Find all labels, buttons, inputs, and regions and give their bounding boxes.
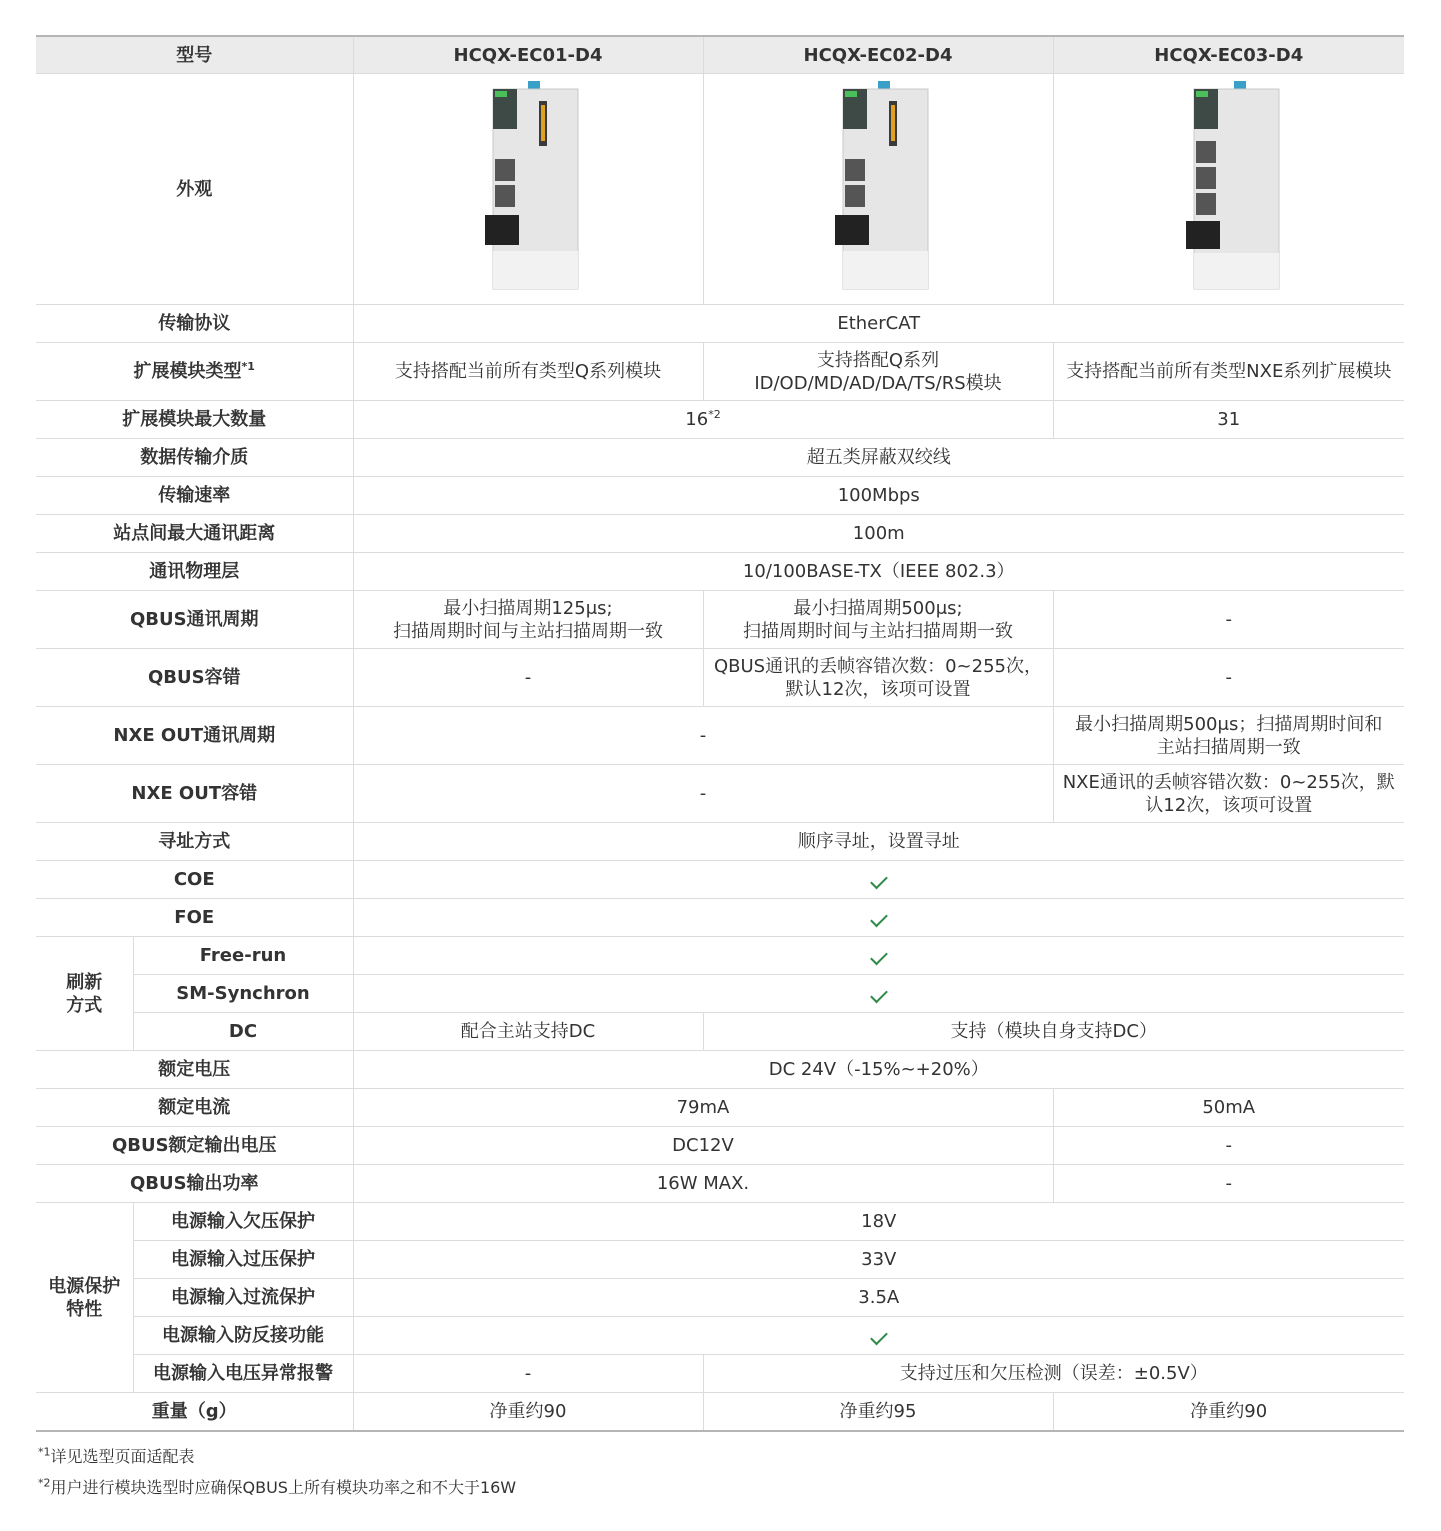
ext-max-label: 扩展模块最大数量 bbox=[36, 401, 353, 439]
rated-voltage-label: 额定电压 bbox=[36, 1051, 353, 1089]
foe-value bbox=[353, 899, 1404, 937]
free-run-row bbox=[36, 937, 1404, 975]
reverse-label: 电源输入防反接功能 bbox=[133, 1317, 353, 1355]
ext-type-v3: 支持搭配当前所有类型NXE系列扩展模块 bbox=[1053, 343, 1404, 401]
protocol-label: 传输协议 bbox=[36, 305, 353, 343]
nxe-tol-v3: NXE通讯的丢帧容错次数：0~255次，默 认12次，该项可设置 bbox=[1053, 765, 1404, 823]
distance-row bbox=[36, 515, 1404, 553]
phy-value: 10/100BASE-TX（IEEE 802.3） bbox=[353, 553, 1404, 591]
model-ec02: HCQX-EC02-D4 bbox=[703, 36, 1053, 74]
header-row bbox=[36, 36, 1404, 74]
addressing-label: 寻址方式 bbox=[36, 823, 353, 861]
check-icon bbox=[870, 872, 888, 890]
footnotes bbox=[38, 1441, 516, 1503]
nxe-cycle-label: NXE OUT通讯周期 bbox=[36, 707, 353, 765]
refresh-group-label: 刷新 方式 bbox=[36, 937, 133, 1051]
footnote-1: $^{*1}$详见选型页面适配表 bbox=[38, 1445, 195, 1466]
uv-row bbox=[36, 1203, 1404, 1241]
qbus-tol-label: QBUS容错 bbox=[36, 649, 353, 707]
check-icon bbox=[870, 986, 888, 1004]
product-image-ec02 bbox=[703, 74, 1053, 305]
rated-current-v12: 79mA bbox=[353, 1089, 1053, 1127]
protection-group-label: 电源保护 特性 bbox=[36, 1203, 133, 1393]
oc-value: 3.5A bbox=[353, 1279, 1404, 1317]
model-label: 型号 bbox=[36, 36, 353, 74]
weight-row bbox=[36, 1393, 1404, 1431]
speed-value: 100Mbps bbox=[353, 477, 1404, 515]
protocol-value: EtherCAT bbox=[353, 305, 1404, 343]
oc-label: 电源输入过流保护 bbox=[133, 1279, 353, 1317]
qbus-cycle-row bbox=[36, 591, 1404, 649]
coe-row bbox=[36, 861, 1404, 899]
foe-row bbox=[36, 899, 1404, 937]
footnote-2: $^{*2}$用户进行模块选型时应确保QBUS上所有模块功率之和不大于16W bbox=[38, 1476, 517, 1497]
sm-sync-value bbox=[353, 975, 1404, 1013]
coe-label: COE bbox=[36, 861, 353, 899]
uv-value: 18V bbox=[353, 1203, 1404, 1241]
qbus-tol-v1: - bbox=[353, 649, 703, 707]
qbus-power-label: QBUS输出功率 bbox=[36, 1165, 353, 1203]
check-icon bbox=[870, 910, 888, 928]
weight-v2: 净重约95 bbox=[703, 1393, 1053, 1431]
nxe-cycle-v3: 最小扫描周期500μs；扫描周期时间和 主站扫描周期一致 bbox=[1053, 707, 1404, 765]
ov-value: 33V bbox=[353, 1241, 1404, 1279]
spec-table bbox=[36, 35, 1404, 1432]
phy-row bbox=[36, 553, 1404, 591]
uv-label: 电源输入欠压保护 bbox=[133, 1203, 353, 1241]
alarm-label: 电源输入电压异常报警 bbox=[133, 1355, 353, 1393]
qbus-tol-row bbox=[36, 649, 1404, 707]
nxe-cycle-v12: - bbox=[353, 707, 1053, 765]
addressing-value: 顺序寻址，设置寻址 bbox=[353, 823, 1404, 861]
qbus-vout-row bbox=[36, 1127, 1404, 1165]
ext-type-row bbox=[36, 343, 1404, 401]
qbus-power-row bbox=[36, 1165, 1404, 1203]
medium-label: 数据传输介质 bbox=[36, 439, 353, 477]
ext-max-v3: 31 bbox=[1053, 401, 1404, 439]
qbus-vout-label: QBUS额定输出电压 bbox=[36, 1127, 353, 1165]
qbus-vout-v3: - bbox=[1053, 1127, 1404, 1165]
dc-v23: 支持（模块自身支持DC） bbox=[703, 1013, 1404, 1051]
qbus-power-v12: 16W MAX. bbox=[353, 1165, 1053, 1203]
dc-row bbox=[36, 1013, 1404, 1051]
appearance-label: 外观 bbox=[36, 74, 353, 305]
ext-max-row bbox=[36, 401, 1404, 439]
qbus-vout-v12: DC12V bbox=[353, 1127, 1053, 1165]
weight-label: 重量（g） bbox=[36, 1393, 353, 1431]
nxe-tol-row bbox=[36, 765, 1404, 823]
dc-v1: 配合主站支持DC bbox=[353, 1013, 703, 1051]
rated-current-row bbox=[36, 1089, 1404, 1127]
product-image-ec03 bbox=[1053, 74, 1404, 305]
rated-voltage-row bbox=[36, 1051, 1404, 1089]
ext-type-v2: 支持搭配Q系列 ID/OD/MD/AD/DA/TS/RS模块 bbox=[703, 343, 1053, 401]
check-icon bbox=[870, 948, 888, 966]
module-image-1 bbox=[473, 81, 583, 291]
sm-sync-label: SM-Synchron bbox=[133, 975, 353, 1013]
protocol-row bbox=[36, 305, 1404, 343]
medium-value: 超五类屏蔽双绞线 bbox=[353, 439, 1404, 477]
dc-label: DC bbox=[133, 1013, 353, 1051]
product-image-ec01 bbox=[353, 74, 703, 305]
free-run-value bbox=[353, 937, 1404, 975]
qbus-tol-v3: - bbox=[1053, 649, 1404, 707]
rated-current-label: 额定电流 bbox=[36, 1089, 353, 1127]
reverse-row bbox=[36, 1317, 1404, 1355]
qbus-power-v3: - bbox=[1053, 1165, 1404, 1203]
rated-current-v3: 50mA bbox=[1053, 1089, 1404, 1127]
medium-row bbox=[36, 439, 1404, 477]
alarm-row bbox=[36, 1355, 1404, 1393]
qbus-cycle-v2: 最小扫描周期500μs; 扫描周期时间与主站扫描周期一致 bbox=[703, 591, 1053, 649]
nxe-tol-v12: - bbox=[353, 765, 1053, 823]
oc-row bbox=[36, 1279, 1404, 1317]
nxe-cycle-row bbox=[36, 707, 1404, 765]
appearance-row bbox=[36, 74, 1404, 305]
coe-value bbox=[353, 861, 1404, 899]
addressing-row bbox=[36, 823, 1404, 861]
ov-row bbox=[36, 1241, 1404, 1279]
sm-sync-row bbox=[36, 975, 1404, 1013]
speed-row bbox=[36, 477, 1404, 515]
qbus-cycle-v1: 最小扫描周期125μs; 扫描周期时间与主站扫描周期一致 bbox=[353, 591, 703, 649]
alarm-v23: 支持过压和欠压检测（误差：±0.5V） bbox=[703, 1355, 1404, 1393]
weight-v1: 净重约90 bbox=[353, 1393, 703, 1431]
distance-label: 站点间最大通讯距离 bbox=[36, 515, 353, 553]
weight-v3: 净重约90 bbox=[1053, 1393, 1404, 1431]
module-image-2 bbox=[823, 81, 933, 291]
rated-voltage-value: DC 24V（-15%~+20%） bbox=[353, 1051, 1404, 1089]
ext-type-label: 扩展模块类型$^{*1}$ bbox=[36, 343, 353, 401]
free-run-label: Free-run bbox=[133, 937, 353, 975]
ov-label: 电源输入过压保护 bbox=[133, 1241, 353, 1279]
qbus-cycle-label: QBUS通讯周期 bbox=[36, 591, 353, 649]
reverse-value bbox=[353, 1317, 1404, 1355]
speed-label: 传输速率 bbox=[36, 477, 353, 515]
model-ec01: HCQX-EC01-D4 bbox=[353, 36, 703, 74]
nxe-tol-label: NXE OUT容错 bbox=[36, 765, 353, 823]
module-image-3 bbox=[1174, 81, 1284, 291]
check-icon bbox=[870, 1328, 888, 1346]
phy-label: 通讯物理层 bbox=[36, 553, 353, 591]
model-ec03: HCQX-EC03-D4 bbox=[1053, 36, 1404, 74]
qbus-cycle-v3: - bbox=[1053, 591, 1404, 649]
ext-type-v1: 支持搭配当前所有类型Q系列模块 bbox=[353, 343, 703, 401]
foe-label: FOE bbox=[36, 899, 353, 937]
qbus-tol-v2: QBUS通讯的丢帧容错次数：0~255次， 默认12次，该项可设置 bbox=[703, 649, 1053, 707]
distance-value: 100m bbox=[353, 515, 1404, 553]
alarm-v1: - bbox=[353, 1355, 703, 1393]
ext-max-v12: 16$^{*2}$ bbox=[353, 401, 1053, 439]
